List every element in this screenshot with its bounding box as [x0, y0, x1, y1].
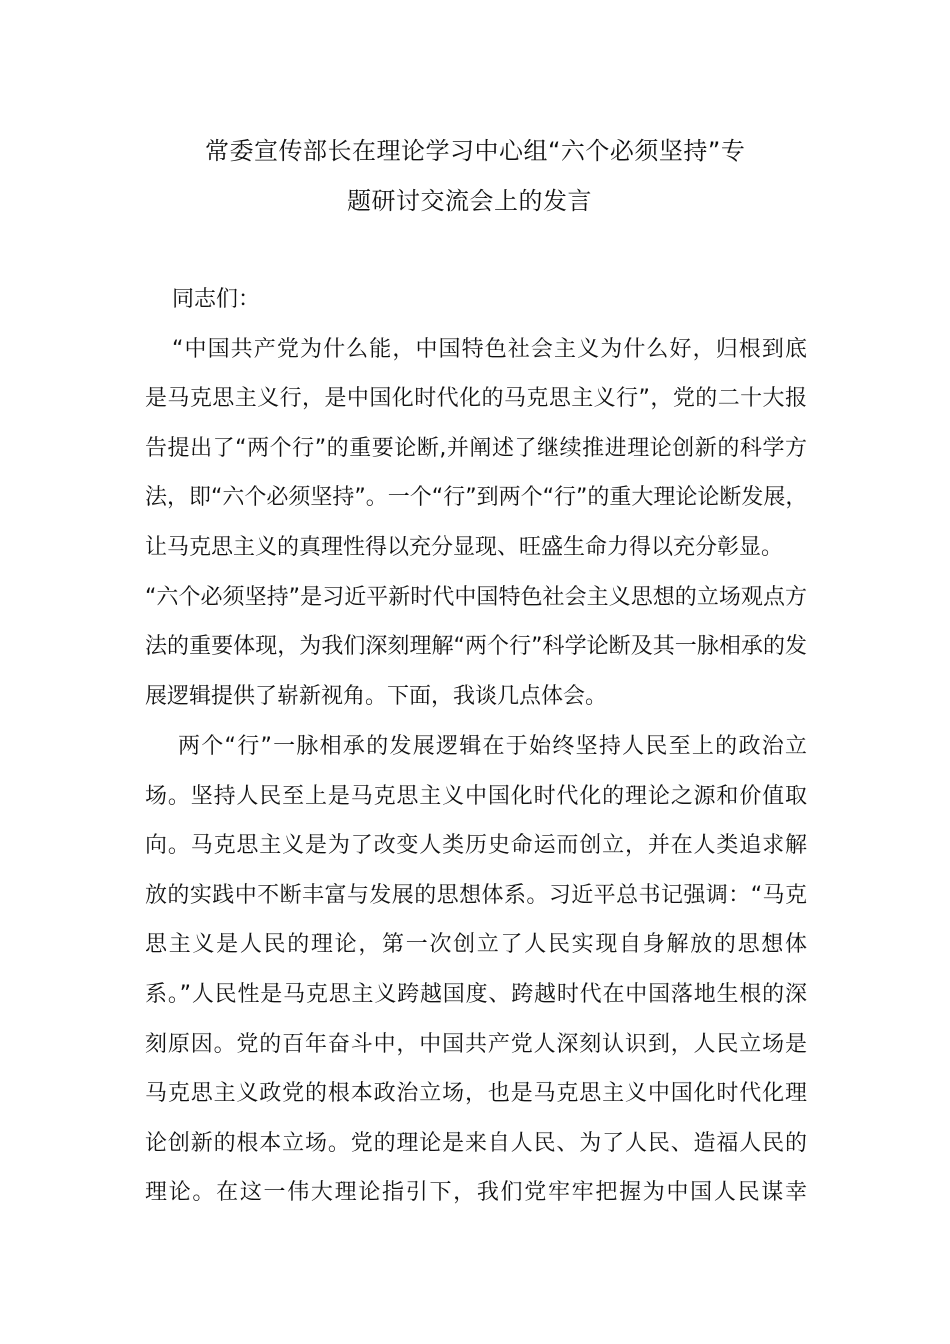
- paragraph-2-line: 刻原因。党的百年奋斗中，中国共产党人深刻认识到，人民立场是: [145, 1032, 807, 1057]
- paragraph-1-line: 法的重要体现，为我们深刻理解“两个行”科学论断及其一脉相承的发: [145, 634, 807, 659]
- paragraph-2-line: 论创新的根本立场。党的理论是来自人民、为了人民、造福人民的: [145, 1131, 807, 1156]
- paragraph-1-line: 让马克思主义的真理性得以充分显现、旺盛生命力得以充分彰显。: [145, 535, 784, 560]
- paragraph-2-line: 向。马克思主义是为了改变人类历史命运而创立，并在人类追求解: [145, 833, 807, 858]
- paragraph-2-line: 思主义是人民的理论，第一次创立了人民实现自身解放的思想体: [145, 932, 807, 957]
- paragraph-2-line: 两个“行”一脉相承的发展逻辑在于始终坚持人民至上的政治立: [178, 734, 807, 759]
- paragraph-1-line: 展逻辑提供了崭新视角。下面，我谈几点体会。: [145, 684, 608, 709]
- paragraph-2-line: 放的实践中不断丰富与发展的思想体系。习近平总书记强调：“马克: [145, 883, 807, 908]
- paragraph-1-line: “中国共产党为什么能，中国特色社会主义为什么好，归根到底: [172, 337, 807, 362]
- paragraph-2-line: 理论。在这一伟大理论指引下，我们党牢牢把握为中国人民谋幸: [145, 1180, 807, 1205]
- paragraph-2-line: 系。”人民性是马克思主义跨越国度、跨越时代在中国落地生根的深: [145, 982, 807, 1007]
- paragraph-1-line: 法，即“六个必须坚持”。一个“行”到两个“行”的重大理论论断发展，: [145, 485, 807, 510]
- salutation: 同志们：: [172, 287, 261, 312]
- paragraph-1-line: 是马克思主义行，是中国化时代化的马克思主义行”，党的二十大报: [145, 386, 807, 411]
- paragraph-1-line: “六个必须坚持”是习近平新时代中国特色社会主义思想的立场观点方: [145, 585, 807, 610]
- document-title-line-1: 常委宣传部长在理论学习中心组“六个必须坚持”专: [205, 137, 746, 165]
- paragraph-2-line: 马克思主义政党的根本政治立场，也是马克思主义中国化时代化理: [145, 1081, 807, 1106]
- paragraph-1-line: 告提出了“两个行”的重要论断,并阐述了继续推进理论创新的科学方: [145, 436, 807, 461]
- document-title-line-2: 题研讨交流会上的发言: [347, 187, 592, 215]
- paragraph-2-line: 场。坚持人民至上是马克思主义中国化时代化的理论之源和价值取: [145, 784, 807, 809]
